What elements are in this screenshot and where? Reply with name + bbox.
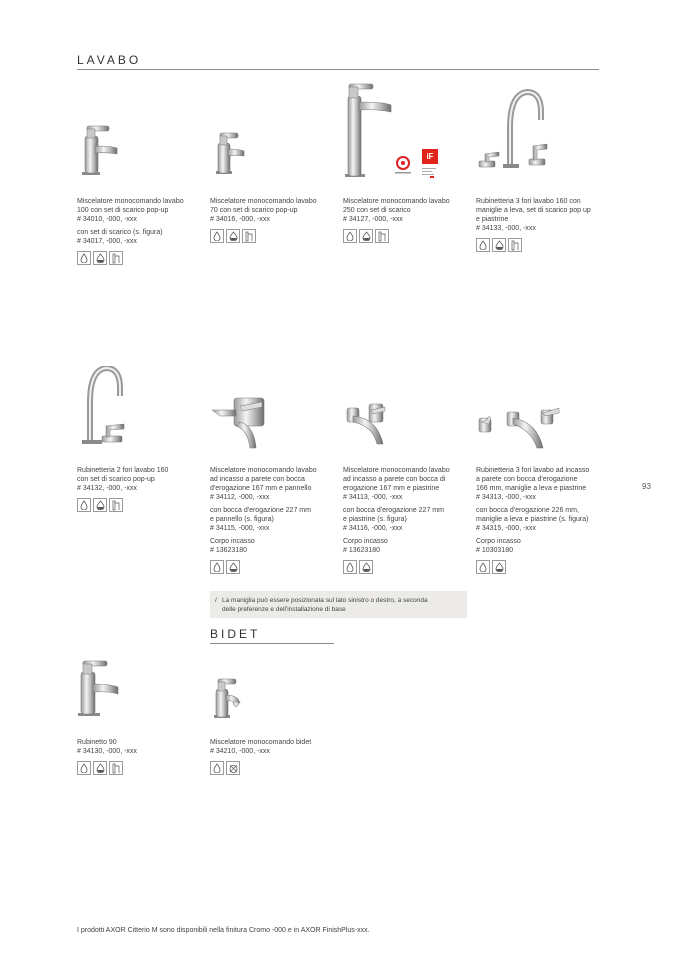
product-variant-code: # 34115, -000, -xxx: [210, 525, 270, 532]
feature-icons: [77, 251, 199, 265]
product-code: # 34112, -000, -xxx: [210, 494, 270, 501]
eco-flow-icon: [226, 229, 240, 243]
feature-icons: [77, 761, 199, 775]
drain-icon: [242, 229, 256, 243]
product-desc-line: 100 con set di scarico pop-up: [77, 207, 169, 214]
product-desc-line: ad incasso a parete con bocca di: [343, 476, 446, 483]
eco-flow-icon: [359, 229, 373, 243]
product-variant-line: con bocca d'erogazione 226 mm,: [476, 507, 579, 514]
eco-flow-icon: [93, 251, 107, 265]
eco-flow-icon: [93, 761, 107, 775]
product-desc-line: erogazione 167 mm e piastrine: [343, 485, 440, 492]
product-34127: [343, 197, 465, 243]
product-34112: [210, 466, 332, 574]
corpo-incasso-label: Corpo incasso: [343, 538, 388, 545]
product-desc-line: 166 mm, maniglie a leva e piastrine: [476, 485, 587, 492]
product-variant-code: # 34315, -000, -xxx: [476, 525, 536, 532]
eco-flow-icon: [226, 560, 240, 574]
product-variant-line: con bocca d'erogazione 227 mm: [343, 507, 444, 514]
water-drop-icon: [476, 560, 490, 574]
water-drop-icon: [77, 251, 91, 265]
water-drop-icon: [476, 238, 490, 252]
product-image-34010: [80, 124, 122, 178]
feature-icons: [476, 560, 604, 574]
product-image-34313: [477, 404, 561, 452]
corpo-incasso-label: Corpo incasso: [210, 538, 255, 545]
water-drop-icon: [77, 761, 91, 775]
product-variant-line: maniglie a leva e piastrine (s. figura): [476, 516, 589, 523]
product-34016: [210, 197, 332, 243]
product-desc-line: con set di scarico pop-up: [77, 476, 155, 483]
drain-icon: [375, 229, 389, 243]
section-title-bidet: BIDET: [210, 627, 261, 641]
drain-icon: [109, 251, 123, 265]
product-34113: [343, 466, 465, 574]
product-image-34133: [477, 88, 551, 172]
feature-icons: [77, 498, 199, 512]
product-desc-line: Miscelatore monocomando lavabo: [210, 198, 317, 205]
water-drop-icon: [210, 761, 224, 775]
product-image-34132: [78, 366, 130, 448]
if-award-logo: iF: [422, 149, 438, 164]
product-34132: [77, 466, 199, 512]
product-code: # 34016, -000, -xxx: [210, 216, 270, 223]
product-desc-line: 250 con set di scarico: [343, 207, 411, 214]
product-code: # 34113, -000, -xxx: [343, 494, 403, 501]
bidet-spray-icon: [226, 761, 240, 775]
eco-flow-icon: [492, 238, 506, 252]
product-variant-line: e pannello (s. figura): [210, 516, 274, 523]
product-34210: [210, 738, 332, 775]
section-divider: [210, 643, 334, 644]
product-image-34127: [345, 82, 397, 180]
product-desc-line: Rubinetteria 3 fori lavabo 160 con: [476, 198, 581, 205]
product-image-34016: [214, 131, 248, 177]
product-variant-code: # 34017, -000, -xxx: [77, 238, 137, 245]
product-code: # 34132, -000, -xxx: [77, 485, 137, 492]
product-code: # 34010, -000, -xxx: [77, 216, 137, 223]
product-code: # 34127, -000, -xxx: [343, 216, 403, 223]
product-34313: [476, 466, 604, 574]
section-title-lavabo: LAVABO: [77, 53, 142, 67]
drain-icon: [508, 238, 522, 252]
corpo-incasso-code: # 10303180: [476, 547, 513, 554]
reddot-award-logo: [392, 155, 414, 182]
water-drop-icon: [210, 229, 224, 243]
product-variant-line: con bocca d'erogazione 227 mm: [210, 507, 311, 514]
note-line: delle preferenze e dell'installazione di base: [222, 606, 346, 613]
feature-icons: [210, 761, 332, 775]
section-divider: [77, 69, 599, 70]
feature-icons: [343, 229, 465, 243]
product-34130: [77, 738, 199, 775]
product-desc-line: 70 con set di scarico pop-up: [210, 207, 298, 214]
product-code: # 34130, -000, -xxx: [77, 748, 137, 755]
product-34010: [77, 197, 199, 265]
product-desc-line: Rubinetteria 2 fori lavabo 160: [77, 467, 169, 474]
product-variant-line: e piastrine (s. figura): [343, 516, 407, 523]
product-code: # 34313, -000, -xxx: [476, 494, 536, 501]
water-drop-icon: [77, 498, 91, 512]
product-image-34130: [78, 660, 122, 718]
product-desc-line: maniglie a leva, set di scarico pop up: [476, 207, 591, 214]
product-desc-line: Rubinetteria 3 fori lavabo ad incasso: [476, 467, 590, 474]
product-image-34112: [210, 396, 266, 454]
corpo-incasso-label: Corpo incasso: [476, 538, 521, 545]
feature-icons: [210, 229, 332, 243]
product-variant-line: con set di scarico (s. figura): [77, 229, 163, 236]
eco-flow-icon: [492, 560, 506, 574]
product-desc-line: ad incasso a parete con bocca: [210, 476, 305, 483]
water-drop-icon: [343, 229, 357, 243]
eco-flow-icon: [93, 498, 107, 512]
feature-icons: [210, 560, 332, 574]
note-line: La maniglia può essere posizionata sul lato sinistro o destro, a seconda: [222, 597, 428, 604]
product-desc-line: Miscelatore monocomando lavabo: [343, 467, 450, 474]
product-desc-line: Miscelatore monocomando lavabo: [210, 467, 317, 474]
product-image-34113: [345, 402, 387, 448]
corpo-incasso-code: # 13623180: [343, 547, 380, 554]
water-drop-icon: [210, 560, 224, 574]
feature-icons: [476, 238, 598, 252]
product-desc-line: Rubinetto 90: [77, 739, 117, 746]
product-image-34210: [212, 677, 246, 721]
product-desc-line: e piastrine: [476, 216, 509, 223]
note-marker: /: [215, 597, 217, 604]
eco-flow-icon: [359, 560, 373, 574]
if-award-caption: [422, 165, 438, 176]
drain-icon: [109, 761, 123, 775]
product-desc-line: a parete con bocca d'erogazione: [476, 476, 578, 483]
installation-note: [210, 591, 467, 618]
page-footer: I prodotti AXOR Citterio M sono disponibili nella finitura Cromo -000 e in AXOR FinishPlus-xxx.: [77, 927, 370, 934]
page-number: 93: [642, 482, 651, 491]
corpo-incasso-code: # 13623180: [210, 547, 247, 554]
water-drop-icon: [343, 560, 357, 574]
product-code: # 34133, -000, -xxx: [476, 225, 536, 232]
product-34133: [476, 197, 598, 252]
feature-icons: [343, 560, 465, 574]
product-desc-line: Miscelatore monocomando lavabo: [77, 198, 184, 205]
product-desc-line: Miscelatore monocomando bidet: [210, 739, 312, 746]
product-variant-code: # 34116, -000, -xxx: [343, 525, 403, 532]
product-desc-line: d'erogazione 167 mm e pannello: [210, 485, 312, 492]
drain-icon: [109, 498, 123, 512]
product-code: # 34210, -000, -xxx: [210, 748, 270, 755]
product-desc-line: Miscelatore monocomando lavabo: [343, 198, 450, 205]
